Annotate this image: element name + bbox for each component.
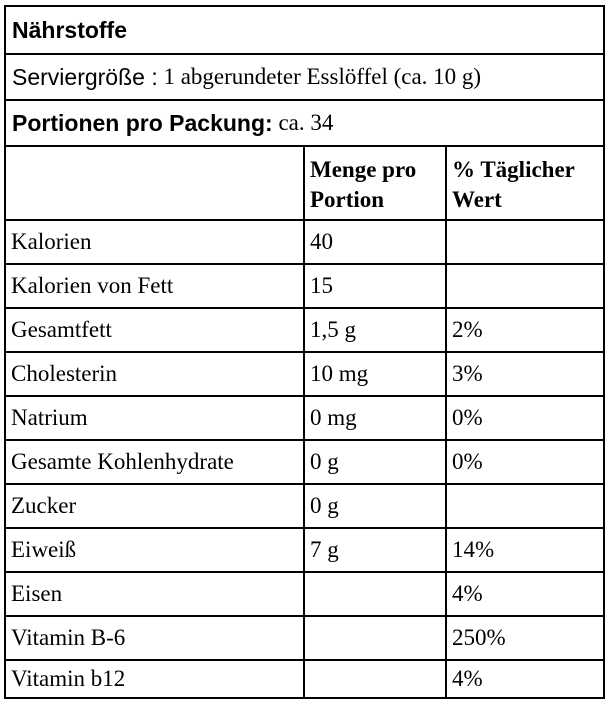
nutrient-name: Kalorien von Fett — [11, 273, 174, 298]
table-row — [6, 351, 603, 395]
table-row — [6, 307, 603, 351]
column-header-amount-line1: Menge pro — [310, 157, 417, 182]
nutrient-daily-value — [445, 221, 603, 263]
table-row — [6, 263, 603, 307]
portions-value: ca. 34 — [278, 110, 334, 135]
table-row — [6, 395, 603, 439]
table-row — [6, 659, 603, 697]
nutrient-daily-value: 4% — [445, 661, 603, 697]
nutrient-amount: 15 — [303, 265, 445, 307]
nutrient-name: Kalorien — [11, 229, 92, 254]
nutrient-amount: 10 mg — [303, 353, 445, 395]
table-row — [6, 571, 603, 615]
nutrient-amount: 0 mg — [303, 397, 445, 439]
nutrient-amount — [303, 573, 445, 615]
nutrient-amount — [303, 617, 445, 659]
nutrient-daily-value: 0% — [445, 397, 603, 439]
nutrition-table — [4, 5, 605, 699]
nutrient-name: Cholesterin — [11, 361, 118, 386]
table-row — [6, 439, 603, 483]
nutrient-name: Vitamin b12 — [11, 666, 126, 691]
column-header-daily-line1: % Täglicher — [452, 157, 575, 182]
nutrient-amount: 0 g — [303, 485, 445, 527]
portions-label: Portionen pro Packung: — [12, 109, 273, 136]
serving-size — [12, 55, 481, 99]
nutrient-daily-value: 250% — [445, 617, 603, 659]
nutrient-daily-value — [445, 265, 603, 307]
table-title: Nährstoffe — [12, 16, 128, 43]
nutrient-daily-value: 3% — [445, 353, 603, 395]
column-header-amount — [303, 147, 445, 219]
nutrient-daily-value: 0% — [445, 441, 603, 483]
table-row — [6, 483, 603, 527]
nutrient-name: Vitamin B-6 — [11, 625, 126, 650]
serving-size-label: Serviergröße : — [12, 63, 158, 90]
nutrient-amount: 1,5 g — [303, 309, 445, 351]
column-header-daily-line2: Wert — [452, 187, 502, 212]
nutrient-name: Natrium — [11, 405, 88, 430]
nutrient-name: Gesamtfett — [11, 317, 112, 342]
nutrient-name: Gesamte Kohlenhydrate — [11, 449, 234, 474]
serving-row — [6, 53, 603, 99]
portions-per-package — [12, 101, 333, 145]
table-row — [6, 219, 603, 263]
serving-size-value: 1 abgerundeter Esslöffel (ca. 10 g) — [163, 64, 482, 89]
table-row — [6, 527, 603, 571]
column-header-row — [6, 145, 603, 219]
title-row — [6, 7, 603, 53]
column-header-nutrient — [6, 147, 303, 219]
nutrient-daily-value — [445, 485, 603, 527]
nutrient-amount: 0 g — [303, 441, 445, 483]
nutrient-daily-value: 2% — [445, 309, 603, 351]
column-header-daily-value — [445, 147, 603, 219]
nutrient-name: Eisen — [11, 581, 63, 606]
nutrient-amount — [303, 661, 445, 697]
table-row — [6, 615, 603, 659]
nutrient-daily-value: 4% — [445, 573, 603, 615]
nutrient-amount: 40 — [303, 221, 445, 263]
nutrient-name: Eiweiß — [11, 537, 77, 562]
nutrient-amount: 7 g — [303, 529, 445, 571]
portions-row — [6, 99, 603, 145]
column-header-amount-line2: Portion — [310, 187, 385, 212]
nutrient-daily-value: 14% — [445, 529, 603, 571]
nutrient-name: Zucker — [11, 493, 77, 518]
